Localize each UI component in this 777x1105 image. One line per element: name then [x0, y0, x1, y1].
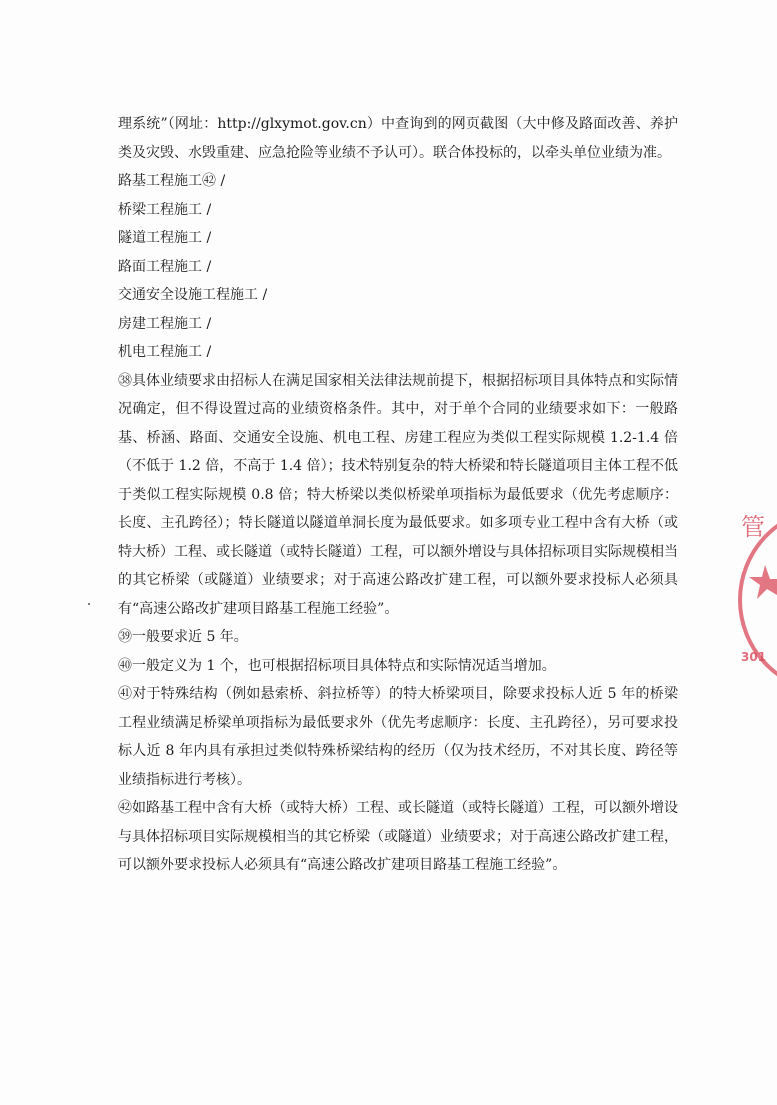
list-item-traffic-safety: 交通安全设施工程施工 / [118, 287, 268, 303]
seal-star-icon [749, 565, 777, 599]
list-item-tunnel: 隧道工程施工 / [118, 230, 212, 246]
seal-digits: 301 [741, 650, 767, 664]
paragraph-intro: 理系统”（网址：http://glxymot.gov.cn）中查询到的网页截图（大中修及路面改善、养护类及灾毁、水毁重建、应急抢险等业绩不予认可）。联合体投标的，以牵头单位业绩为准。 [118, 116, 678, 161]
seal-char: 管 [741, 513, 765, 541]
list-item-electromechanical: 机电工程施工 / [118, 344, 212, 360]
list-item-pavement: 路面工程施工 / [118, 258, 212, 275]
note-40: ㊵一般定义为 1 个，也可根据招标项目具体特点和实际情况适当增加。 [118, 657, 556, 674]
red-seal-fragment [737, 495, 777, 705]
document-body [118, 110, 678, 880]
list-item-building: 房建工程施工 / [118, 315, 212, 332]
seal-stamp-icon [737, 495, 777, 705]
note-41: ㊶对于特殊结构（例如悬索桥、斜拉桥等）的特大桥梁项目，除要求投标人近 5 年的桥梁工程业绩满足桥梁单项指标为最低要求外（优先考虑顺序：长度、主孔跨径），另可要求投标人近 8 年内具有承担过类似特殊桥梁结构的经历（仅为技术经历，不对其长度、跨径等业绩指标进行考核）。 [118, 686, 678, 788]
scan-speck [88, 603, 90, 605]
list-item-subgrade: 路基工程施工㊷ / [118, 173, 226, 189]
list-item-bridge: 桥梁工程施工 / [118, 201, 212, 218]
note-38: ㊳具体业绩要求由招标人在满足国家相关法律法规前提下，根据招标项目具体特点和实际情况确定，但不得设置过高的业绩资格条件。其中，对于单个合同的业绩要求如下：一般路基、桥涵、路面、交通安全设施、机电工程、房建工程应为类似工程实际规模 1.2-1.4 倍（不低于 1.2 倍，不高于 1.4 倍）；技术特别复杂的特大桥梁和特长隧道项目主体工程不低于类似工程实际规模 0.8 倍；特大桥梁以类似桥梁单项指标为最低要求（优先考虑顺序：长度、主孔跨径）；特长隧道以隧道单洞长度为最低要求。如多项专业工程中含有大桥（或特大桥）工程、或长隧道（或特长隧道）工程，可以额外增设与具体招标项目实际规模相当的其它桥梁（或隧道）业绩要求；对于高速公路改扩建工程，可以额外要求投标人必须具有“高速公路改扩建项目路基工程施工经验”。 [118, 372, 678, 617]
note-39: ㊴一般要求近 5 年。 [118, 629, 248, 645]
note-42: ㊷如路基工程中含有大桥（或特大桥）工程、或长隧道（或特长隧道）工程，可以额外增设与具体招标项目实际规模相当的其它桥梁（或隧道）业绩要求；对于高速公路改扩建工程，可以额外要求投标人必须具有“高速公路改扩建项目路基工程施工经验”。 [118, 800, 678, 873]
